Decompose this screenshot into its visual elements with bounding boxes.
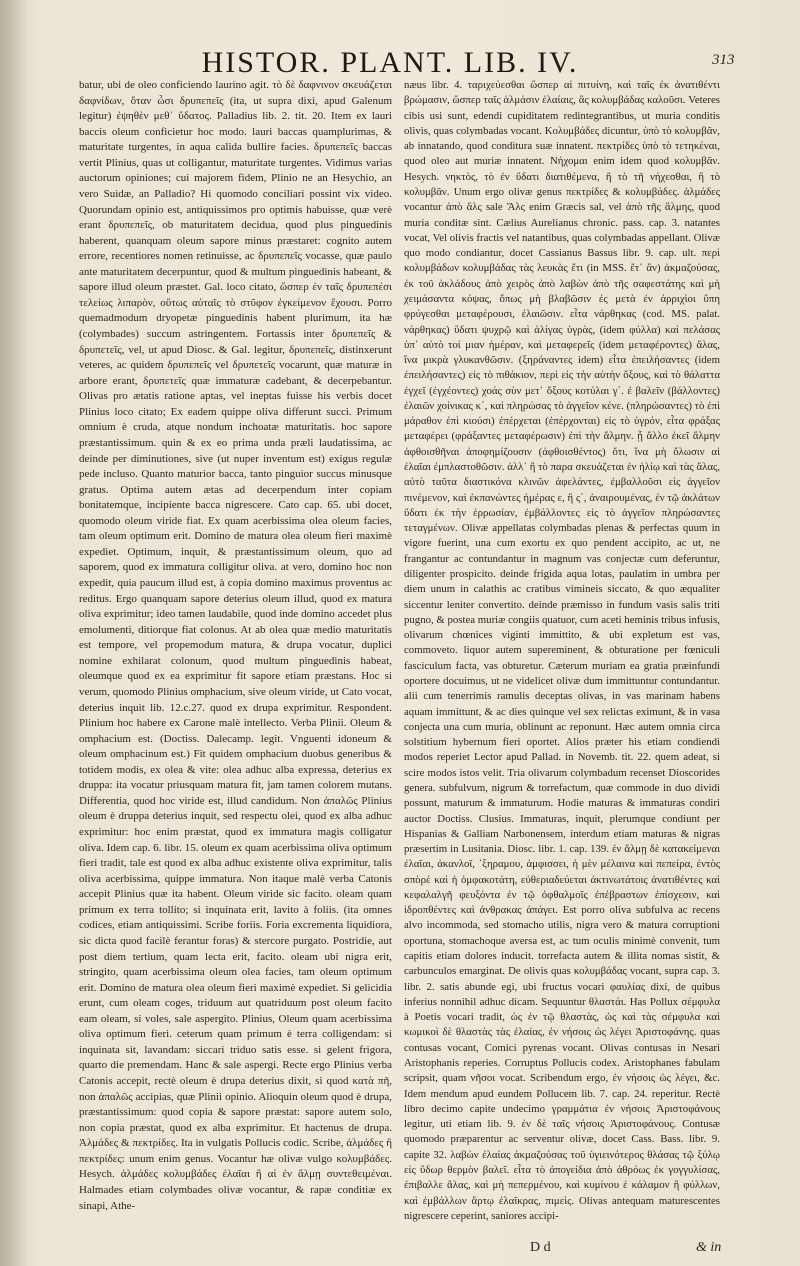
gutter-shadow <box>0 0 28 1266</box>
catchword: & in <box>696 1240 722 1255</box>
right-column <box>404 78 720 1224</box>
page-number: 313 <box>712 52 735 68</box>
right-column-text: næus libr. 4. ταριχεύεσθαι ὥσπερ αἱ πιτυίνη, καὶ ταῖς ἐκ ἀνατιθέντι βρώμασιν, ὥσπερ ταῖς ἁλμάσιν ἐλαίαις, ἃς κολυμβάδας καλοῦσι. Veteres cibis usi sunt, edendi cupiditatem redintegrantibus, ut muria conditis olivis, quas colymbadas vocant. Κολυμβάδες dicuntur, ὑπὸ τὸ κολυμβᾶν, ab innatando, quod conditura suæ innatent. πεκτρίδες ὑπὸ τὸ τετηκέναι, quod oleo aut muriæ innatent. Νήχομαι enim idem quod κολυμβᾶν. Hesych. νηκτὸς, τὸ ἐν ὕδατι διατιθέμενα, ἢ τὸ τῆ νήχεσθαι, ἢ τὸ κολυμβᾶν. Unum ergo olivæ genus πεκτρίδες & κολυμβάδες. ἁλμάδες vocantur ἀπὸ ἅλς sale Ἅλς enim Græcis sal, vel ἀπὸ τῆς ἅλμης, quod muria conditæ sint. Cælius Aurelianus chronic. pass. cap. 3. natantes vocat, Vel olivis fractis vel natantibus, quas colymbadas appellant. Olivæ quo modo condiantur, docet Cassianus Bassus libr. 9. cap. ult. περὶ κολυμβάδων κολυμβάδας τὰς λευκὰς ἔτι (in MSS. ἔτ᾽ ἂν) ἀκμαζούσας, ἐκ τοῦ ἀκλάδους ἀπὸ χειρὸς ἀπὸ λαβὼν ἀπὸ τῆς σαφεστάτης καὶ μὴ χειμάσαντα κόψας, ὅπως μὴ βλαβῶσιν ἐς μετὰ ἐν ἀρριχὶοι ὕπη φρύγεσθαι μεταφέρουσι, ἐλαιῶσιν. εἶτα νάρθηκας (cod. MS. palat. νάρθηκας) ὕδατι ψυχρῷ καὶ ἁλίγας ὑγρὰς, (idem φύλλα) καὶ πελάσας ὑπ᾽ αὐτὸ τοί μιαν ἡμέραν, καὶ μεταφερεῖς (idem μεταφέροντες) ἄλας, ἵνα μικρὰ γλυκανθῶσιν. (ξηράναντες idem) εἶτα ἐπειλήσαντες (idem ἐπειλήσαντες) εἰς τὸ πιθάκιον, περὶ εἰς τὴν αὐτὴν ὄξους, καὶ τὸ θάλαττα ἐγχεῖ (ἐγχέοντες) χοάς σὺν μετ᾽ ὄξους κοτύλαι γ΄. ἐ βαλεῖν (βάλλοντες) ἐλαιῶν χοίνικας κ΄, καὶ πληρώσας τὸ ἀγγεῖον κένε. (πληρώσαντες) τὸ ἐπὶ μάραθον ἐπὶ κιούσι) ἐπέρχεται (ἐπέρχονται) εἰς τὸ ὑγρόν, εἶτα φράξας μεταφέρει (φράξαντες μεταφέρωσιν) ἐπὶ τὴν ἅλμην. ᾗ ἄλλο ἐκεῖ ἅλμην ἀφθοισθῆναι ἀποφημίζουσιν (ἀφθοισθέντος) ὅτι, ἵνα μὴ ὄλωσιν αἱ ἐλαῖαι ἐμπλαστοθῶσιν. ἀλλ᾽ ἢ τὸ παρα σκευάζεται ἐν ἡλίῳ καὶ τὰς ἄλας, αὐτὸ ταῦτα διαστικόνα κλινῶν ἀφελάντες, ἐμβαλλοῦσι εἰς ἀγγεῖον πινέμενον, καὶ ἐκπανώντες ἡμέρας ε, ἢ ς΄, ἀναιρουμένας, ἐν τῷ ἀκλάτων ὕδατι ἐκ τὴν ἐρρωσίαν, ἐμβάλλοντες εἰς τὸ ἀγγεῖον πληρώσαντες τεταγμένων. Olivæ appellatas colymbadas plenas & perfectas quum in vigore fuerint, una cum exortu ex quo pendent accipito, ac ut, ne frangantur ac contundantur in magnum vas conjectæ cum deferuntur, diligenter prospicito. deinde frigida aqua lotas, paulatim in umbra per diem unum in calathis ac cratibus vimineis siccato, & quo æqualiter siccentur leniter convertito. deinde præmisso in fundum vasis salis triti pugno, & postea muriæ congiis quatuor, cum aceti heminis tribus infusis, olivarum chœnices viginti immittito, & ubi expletum est vas, commoveto. liquor autem supereminent, & obturatione per fœniculi fasciculum facta, vas obturetur. Cæterum muriam ea gratia præinfundi oportere docuimus, ut ne videlicet olivæ dum immittuntur contundantur. alii cum tenerrimis ramulis deceptas olivas, in vas marinam habens aquam immittunt, & ac dies quinque vel sex relictas eximunt, & in vasa conjecta una cum muria, oblinunt ac reponunt. Hæc autem omnia circa solstitium hybernum fieri oportet. Alios præter his etiam condiendi modos reperiet Lector apud Pallad. in Novemb. tit. 22. quem adeat, si scire modos istos velit. Tria olivarum colymbadum recenset Dioscorides genera. subfulvum, nigrum & torrefactum, quæ commode in duo dividi possunt, maturum & immaturum. Hodie maturas & immaturas condiri auctor Doctiss. Clusius. Immaturas, inquit, plerumque condiunt per Hispanias & Galliam Narbonensem, interdum etiam maturas & nigras præsertim in Lusitania. Diosc. libr. 1. cap. 139. ἐν ἅλμῃ δὲ κατακείμεναι ἐλαῖαι, ἀκανλοῖ, ᾿ξηραμου, ἀμφισσει, ἡ μὲν μέλαινα καὶ πεπείρα, ἐντὸς σπὸρέ καὶ ἡ ὀμφακοτάτη, εὐθεριαδεύεται ἀκτινωτάτοις ἀνατιθέντες καὶ κεφαλαλγῆ φευξόντα ἐν τῷ ὀφθαλμοῖς ἐπέβραστων ἐπίσχεσιν, καὶ ἰδροπθέντες καὶ ἀνθρακας ἀπάγει. Est porro oliva subfulva ac recens alvo incommoda, sed stomacho utilis, nigra vero & matura corruptioni oportuna, stomachoque aversa est, ac tum oculis minimè convenit, tum capitis etiam dolores inducit. torrefacta autem & illita nomas sistit, & carbunculos emarginat. De olivis quas κολυμβάδας vocant, supra cap. 3. libr. 2. satis abunde egi, ubi fructus vocari φαυλίας dixi, de quibus inferius nonnihil adhuc dicam. Sequuntur θλαστάι. Has Pollux σέμφυλα à Poetis vocari tradit, ὡς ἐν τῷ θλαστὰς, ὡς καὶ τὰς σέμφυλα καὶ κωμικοὶ δὲ θλαστὰς τὰς ἐλαίας, ἐν νήσοις ὡς λέγει Ἀριστοφάνης. quas contusas vocant, Comici pyrenas vocant. Olivas contusas in Nesari Aristophanis reperies. Corruptus Pollucis codex. Aristophanes fabulam scripsit, quam νῆσοι vocat. Scribendum ergo, ἐν νήσοις ὡς λέγει, &c. Idem mendum apud eundem Pollucem lib. 7. cap. 24. reperitur. Rectè libro decimo capite undecimo γραμμάτια ἐν νήσοις Ἀριστοφάνους legitur, uti etiam lib. 9. ἐν δὲ ταῖς νήσοις Ἀριστοφάνους. Contusæ quomodo præparentur ac serventur olivæ, docet Cass. Bass. libr. 9. capite 32. λαβὼν ἐλαίας ἀκμαζούσας τοῦ ὑγιεινότερος θλάσας τῷ ξύλῳ εἰς ὕδωρ θερμὸν βαλεῖ. εἶτα τὸ ἀπογείδια ἀπὸ ἀθρόως ἐκ γογγυλίσας, ἐπιβαλλε ἄλας, καὶ μὴ πεπερμένου, καὶ κυμίνου ἐ κάλαμον ἢ φύλλων, καὶ ἐμβάλλων ἄρτῳ ἐλαῖκρας, πιμεὶς. Olivas antequam maturescentes nigrescere ceperint, saniores accipi- <box>404 79 720 1222</box>
left-column-text: batur, ubi de oleo conficiendo laurino agit. τὸ δὲ δαφνινον σκευάζεται δαφνίδων, ὅταν ὦσι δρυπεπεῖς (ita, ut supra dixi, apud Galenum legitur) ἐψηθὲν μεθ᾽ ὕδατος. Palladius lib. 2. tit. 20. Item ex lauri baccis oleum conficietur hoc modo. lauri baccas quamplurimas, & maturitate turgentes, in aqua calida bullire facies. δρυπεπεῖς baccas vertit Plinius, quas ut colligantur, maturitate turgentes. Vidimus varias auctorum opiniones; cui majorem fidem, Plinio ne an Hesychio, an vero Suidæ, an Palladio? Hi quomodo conciliari possint vix video. Quorundam opinio est, antiquissimos pro optimis habuisse, quæ verè erant δρυπεπεῖς, ob maturitatem decidua, quod plus pinguedinis haberent, quanquam oleum sapore minus præstaret: cognito autem errore, recentiores nomen retinuisse, ac δρυπεπεῖς vocasse, quæ paulo ante maturitatem decerpuntur, quod & multum pinguedinis habeant, & sapore illud oleum præstet. Gal. loco citato, ὥσπερ ἐν ταῖς δρυπεπέσι τελείως λιπαρὸν, οὕτως αὐταῖς τὸ στῦφον ἐγκείμενον ἔχουσι. Porro quemadmodum dryopetæ pinguedinis habent plurimum, ita hæ (colymbades) succum astringentem. Fortassis inter δρυπεπεῖς & δρυπετεῖς, vel, ut apud Diosc. & Gal. legitur, δρυπεπεῖς, distinxerunt veteres, ac quidem δρυπεπεῖς vel δρυπετεῖς vocarunt, quæ maturæ in arbore erant, δρυπετεῖς quæ immaturæ cadebant, & decerpebantur. Olivas pro ætatis ratione aptas, vel ineptas fuisse his verbis docet Plinius loco citato; Ex eadem quippe oliva differunt succi. Primum omnium è cruda, atque nondum inchoatæ maturitatis. hoc sapore præstantissimum. quin & ex eo prima unda præli laudatissima, ac deinde per diminutiones, sive (ut nuper inventum est) exigus regulæ pede incluso. Quanto maturior bacca, tanto pinguior succus minusque gratus. Optima autem ætas ad decerpendum inter copiam bonitatemque, incipiente bacca nigrescere. Cato cap. 65. ubi docet, quomodo oleum viride fiat. Ex quam acerbissima olea oleum facies, tam oleum optimum erit. Domino de matura olea oleum fieri maximè expediet. Optimum, inquit, & præstantissimum oleum, quo ad saporem, quod ex immatura colligitur oliva. at vero, domino hoc non expedit, quia paucum illud est, à copia domino maximus proventus ac reditus. Ergo quanquam sapore deterius oleum illud, quod ex matura oliva exprimitur; ideo tamen laudabile, quod inde domino accedet plus emolumenti, ditiorque fiat colonus. At ab olea quæ medio maturitatis est tempore, vel propemodum matura, & drupa vocatur, duplici nomine exhilarat colonum, quod multum pinguedinis habeat, oleumque quod ex ea exprimitur fit sapore etiam præstans. Hoc si verum, quomodo Plinius omphacium, sive oleum viride, ut Cato vocat, deterius inquit lib. 12.c.27. quod ex drupa exprimitur. Respondent. Plinium hoc habere ex Carone malè intellecto. Verba Plinii. Oleum & omphacium est. (Doctiss. Dalecamp. legit. Vnguenti idoneum & oleum omphacinum est.) Fit quidem omphacium duobus generibus & totidem modis, ex olea & vite: olea adhuc alba expressa, deterius ex druppa: ita vocatur priusquam matura fit, jam tamen colorem mutans. Differentia, quod hoc viride est, illud candidum. Non ἀπαλῶς Plinius oleum è druppa deterius inquit, sed respectu olei, quod ex alba adhuc exprimitur: hoc enim præstat, quod ex immatura magis colligatur oliva. Idem cap. 6. libr. 15. oleum ex quam acerbissima oliva optimum fieri tradit, tale est quod ex alba adhuc existente oliva exprimitur, talis oliva acerbissima, quippe immatura. Non itaque malè verba Catonis accepit Plinius quæ ita habent. Oleum viride sic facito. oleam quam primum ex terra tollito; si inquinata erit, lavito à foliis. (ita omnes codices, etiam antiquissimi. Scribe foriis. Foria excrementa liquidiora, sic dicta quod facilè ferantur foras) & stercore purgato. Postridie, aut post diem tertium, quam lecta erit, facito. oleam ubi nigra erit, stringito, quam acerbissima oleum olea facies, tam oleum optimum erit. Domino de matura olea oleum fieri maximè expediet. Si gelicidia erunt, cum oleam coges, triduum aut quatriduum post oleum facito eam oleam, si voles, sale aspergito. Plinius, Oleum quam acerbissima oliva optimum fieri. ceterum quam primum è terra colligendam: si inquinata sit, lavandam: siccari triduo satis esse. si gelent frigora, quarto die premendam. Hanc & sale aspergi. Recte ergo Plinius verba Catonis accepit, rectè oleum è drupa deterius dixit, si quod κατὰ πῆ, non ἀπαλῶς accipias, quæ Plinii opinio. Alioquin oleum quod è drupa, præstantissimum: quod copia & sapore præstat: sapore autem solo, non copia præstat, quod ex alba exprimitur. Et hactenus de drupa. Ἁλμάδες & πεκτρίδες. Ita in vulgatis Pollucis codic. Scribe, ἁλμάδες ἢ πεκτρίδες: unum enim genus. Vocantur hæ olivæ vulgo κολυμβάδες. Hesych. ἁλμάδες κολυμβάδες ἐλαῖαι ἢ αἱ ἐν ἅλμῃ συντεθειμέναι. Halmades etiam colymbades olivæ vocantur, & rapæ conditiæ ex sinapi, Athe- <box>79 79 392 1212</box>
left-column <box>79 78 392 1214</box>
running-head: HISTOR. PLANT. LIB. IV. <box>201 46 579 79</box>
signature-mark: D d <box>530 1240 551 1255</box>
